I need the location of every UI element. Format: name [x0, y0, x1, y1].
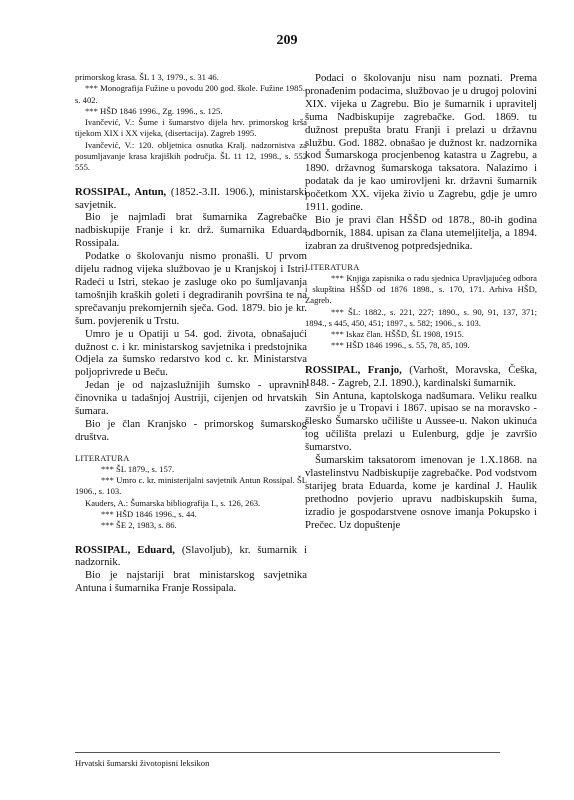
entry-paragraph: Umro je u Opatiji u 54. god. života, obnašajući dužnost c. i kr. ministarskog savjetnika i predstojnika Odjela za šumsko redarstvo kod c. kr. Ministarstva poljoprivrede u Beču.: [75, 327, 307, 379]
entry-heading: ROSSIPAL, Eduard,: [75, 543, 175, 556]
literature-item: *** HŠD 1846 1996., s. 55, 78, 85, 109.: [331, 340, 470, 351]
entry-paragraph: Šumarskim taksatorom imenovan je 1.X.1868. na vlastelinstvu Nadbiskupije zagrebačke. Pod vodstvom starijeg brata Eduarda, kome je kardinal J. Haulik prethodno povjerio upravu nadbiskupskih šuma, izradio je gospodarstvene osnove imanja Pokupsko i Prečec. Uz dopuštenje: [305, 454, 537, 531]
entry-paragraph: Bio je pravi član HŠŠD od 1878., 80-ih godina odbornik, 1884. upisan za člana utemeljitelja, a 1894. izabran za društvenog potpredsjednika.: [305, 213, 537, 252]
literature-item: *** ŠE 2, 1983, s. 86.: [101, 520, 177, 531]
literature-item: *** Iskaz član. HŠŠD, ŠL 1908, 1915.: [331, 329, 464, 340]
reference-line: *** HŠD 1846 1996., Zg. 1996., s. 125.: [85, 105, 223, 116]
footer-rule: [75, 752, 500, 753]
literature-item: *** Umro c. kr. ministerijalni savjetnik Antun Rossipal. ŠL 1906., s. 103.: [75, 475, 307, 497]
reference-line: primorskog krasa. ŠL 1 3, 1979., s. 31 46.: [75, 72, 219, 82]
entry-antun: [75, 186, 307, 532]
reference-line: Ivančević, V.: 120. obljetnica osnutka Kralj. nadzornistva za posumljavanje krasa krajiških područja. ŠL 11 12, 1998., s. 552 555.: [75, 139, 307, 173]
literature-item: *** HŠD 1846 1996., s. 44.: [101, 508, 197, 519]
literature-item: *** ŠL 1879., s. 157.: [101, 463, 175, 474]
left-column: [75, 72, 307, 595]
entry-subheading: (Slavoljub), kr. šumarnik i nadzornik.: [75, 543, 307, 569]
page-number: 209: [276, 33, 298, 48]
entry-paragraph: Podaci o školovanju nisu nam poznati. Prema pronađenim podacima, službovao je u drugoj polovini XIX. vijeka u Zagrebu. Bio je šumarnik i upravitelj šuma Nadbiskupije zagrebačke. God. 1869. tu dužnost prepušta bratu Franji i prelazi u državnu službu. God. 1882. obnašao je dužnost kr. nadzornika kod Šumarskoga procjenbenog katastra u Zagrebu, a 1890. državnog šumarskoga taksatora. Nalazimo i podatak da je kao umirovljeni kr. državni šumarnik početkom XX. vijeka živio u Zagrebu, gdje je umro 1911. godine.: [305, 72, 537, 214]
entry-paragraph: Bio je najstariji brat ministarskog savjetnika Antuna i šumarnika Franje Rossipala.: [75, 569, 307, 595]
right-column: [305, 72, 537, 532]
entry-paragraph: Podatke o školovanju nismo pronašli. U prvom dijelu radnog vijeka službovao je u Kranjskoj i Istri. Radeći u Istri, stekao je zasluge oko po šumljavanja tamošnjih kraških goleti i degradiranih površina te na sprečavanju prekomjernih sječa. God. 1879. bio je kr. šum. povjerenik u Trstu.: [75, 250, 307, 327]
entry-paragraph: Bio je najmlađi brat šumarnika Zagrebačke nadbiskupije Franje i kr. drž. šumarnika Eduarda Rossipala.: [75, 211, 307, 250]
literature-label: LITERATURA: [305, 262, 360, 272]
entry-subheading: (Varhošt, Moravska, Češka, 1848. - Zagreb, 2.I. 1890.), kardinalski šumarnik.: [305, 363, 537, 389]
entry-heading: ROSSIPAL, Franjo,: [305, 363, 402, 376]
entry-paragraph: Jedan je od najzaslužnijih šumsko - upravnih činovnika u tadašnjoj Austriji, cijenjen od hrvatskih šumara.: [75, 379, 307, 418]
entry-heading: ROSSIPAL, Antun,: [75, 185, 167, 198]
literature-item: *** Knjiga zapisnika o radu sjednica Upravljajućeg odbora i skupština HŠŠD od 1876 1898., s. 170, 171. Arhiva HŠD, Zagreb.: [305, 272, 537, 306]
literature-label: LITERATURA: [75, 453, 130, 463]
entry-eduard: [75, 544, 307, 596]
literature-item: Kauders, A.: Šumarska bibliografija I., s. 126, 263.: [85, 497, 261, 508]
footer-title: Hrvatski šumarski životopisni leksikon: [75, 758, 210, 768]
reference-line: *** Monografija Fužine u povodu 200 god. škole. Fužine 1985., s. 402.: [75, 83, 307, 105]
literature-item: *** ŠL: 1882., s. 221, 227; 1890., s. 90, 91, 137, 371; 1894., s 445, 450, 451; 1897., s. 582; 1906., s. 103.: [305, 306, 537, 328]
entry-franjo: [305, 364, 537, 532]
entry-paragraph: Bio je član Kranjsko - primorskog šumarskog društva.: [75, 417, 307, 443]
entry-subheading: (1852.-3.II. 1906.), ministarski savjetnik.: [75, 185, 307, 211]
entry-paragraph: Sin Antuna, kaptolskoga nadšumara. Veliku realku završio je u Tropavi i 1867. upisao se na moravsko - šlesko Šumarsko učilište u Aussee-u. Nakon ukinuća tog učilišta prelazi u Eulenburg, gdje je završio šumarstvo.: [305, 389, 537, 454]
reference-line: Ivančević, V.: Šume i šumarstvo dijela hrv. primorskog krša tijekom XIX i XX vijeka, (disertacija). Zagreb 1995.: [75, 117, 307, 139]
left-top-references: [75, 72, 307, 174]
